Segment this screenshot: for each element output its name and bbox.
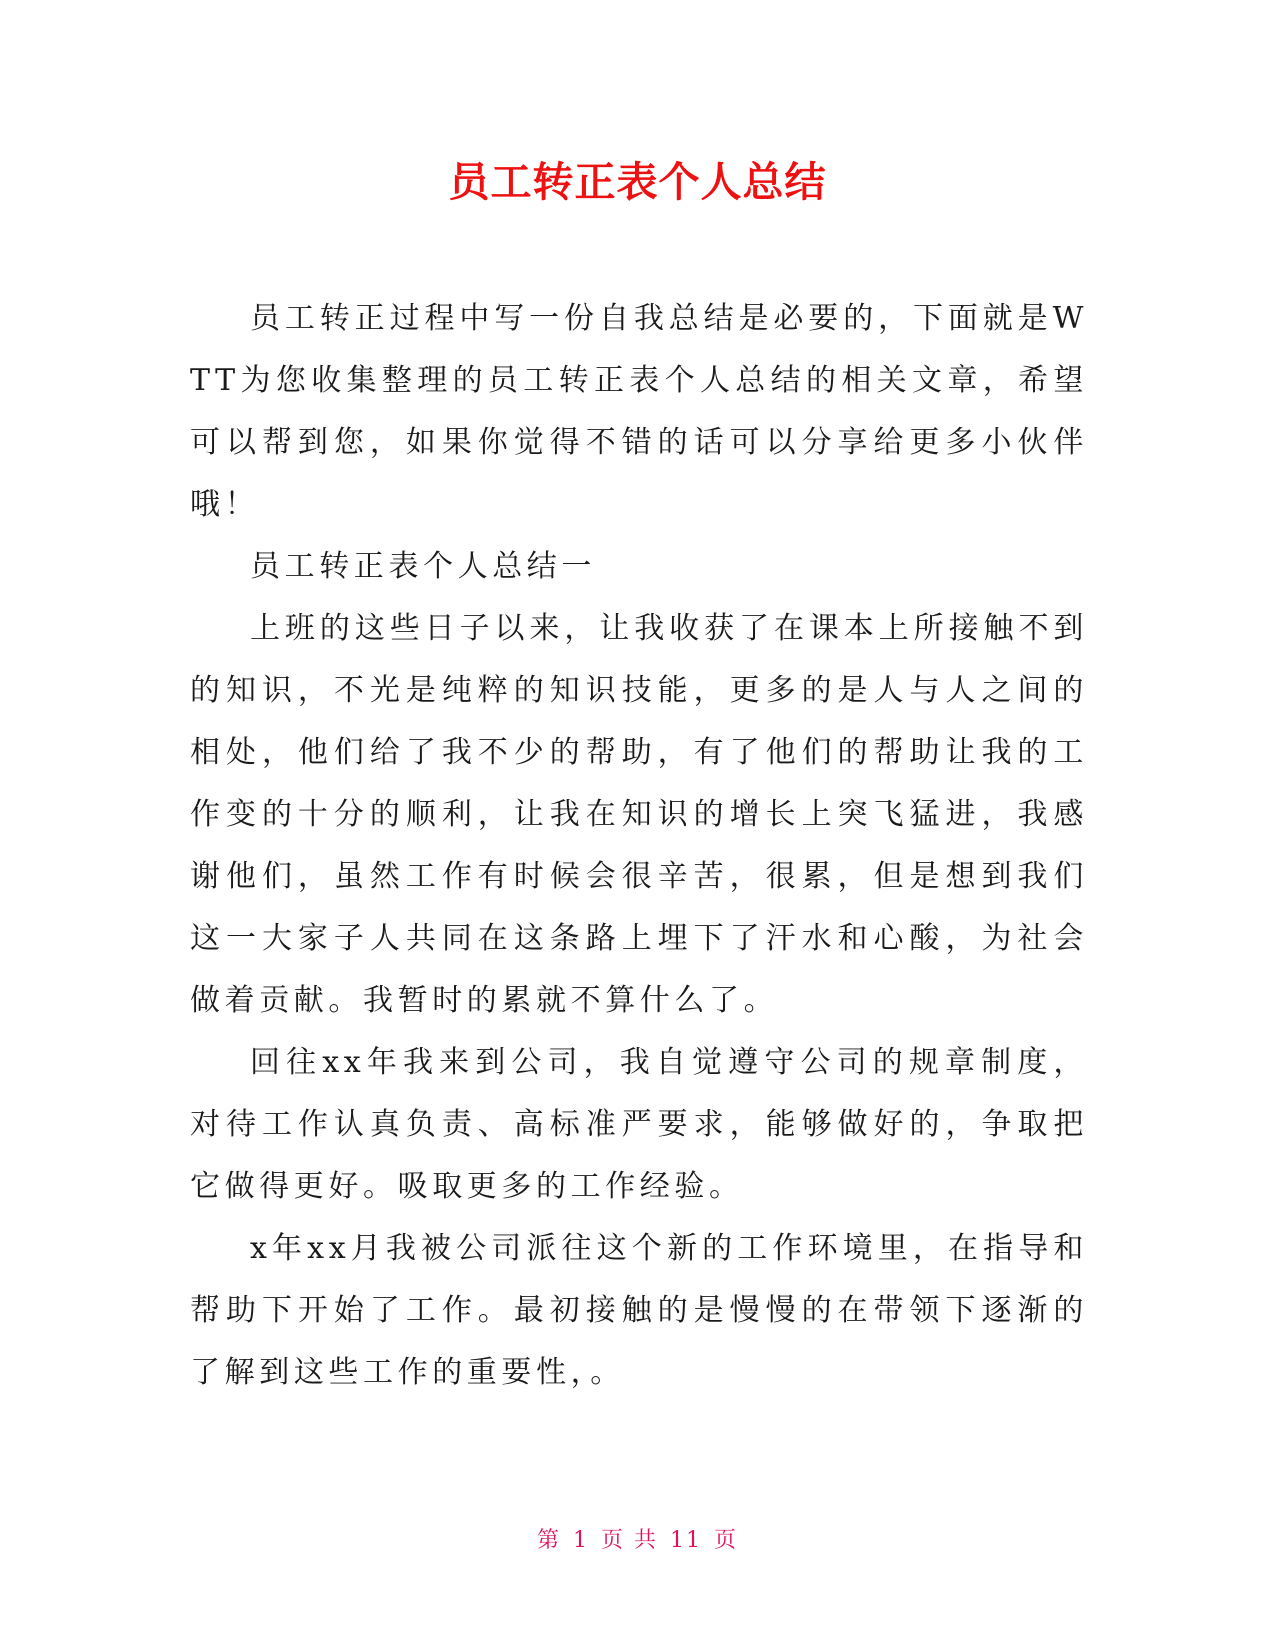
page-footer xyxy=(0,1526,1275,1556)
total-pages-number: 11 xyxy=(670,1528,702,1553)
footer-prefix: 第 xyxy=(536,1528,561,1553)
document-title: 员工转正表个人总结 xyxy=(448,158,827,206)
footer-middle: 页 共 xyxy=(601,1528,658,1553)
body-paragraph: x年xx月我被公司派往这个新的工作环境里，在指导和帮助下开始了工作。最初接触的是慢慢的在带领下逐渐的了解到这些工作的重要性，。 xyxy=(190,1231,1088,1390)
document-body xyxy=(190,288,1088,1404)
current-page-number: 1 xyxy=(573,1528,589,1553)
footer-suffix: 页 xyxy=(714,1528,739,1553)
body-paragraph: 回往xx年我来到公司，我自觉遵守公司的规章制度，对待工作认真负责、高标准严要求，能够做好的，争取把它做得更好。吸取更多的工作经验。 xyxy=(190,1045,1088,1204)
intro-paragraph: 员工转正过程中写一份自我总结是必要的，下面就是WTT为您收集整理的员工转正表个人总结的相关文章，希望可以帮到您，如果你觉得不错的话可以分享给更多小伙伴哦！ xyxy=(190,301,1088,522)
body-paragraph: 上班的这些日子以来，让我收获了在课本上所接触不到的知识，不光是纯粹的知识技能，更多的是人与人之间的相处，他们给了我不少的帮助，有了他们的帮助让我的工作变的十分的顺利，让我在知识的增长上突飞猛进，我感谢他们，虽然工作有时候会很辛苦，很累，但是想到我们这一大家子人共同在这条路上埋下了汗水和心酸，为社会做着贡献。我暂时的累就不算什么了。 xyxy=(190,611,1088,1018)
section-heading: 员工转正表个人总结一 xyxy=(250,549,596,584)
